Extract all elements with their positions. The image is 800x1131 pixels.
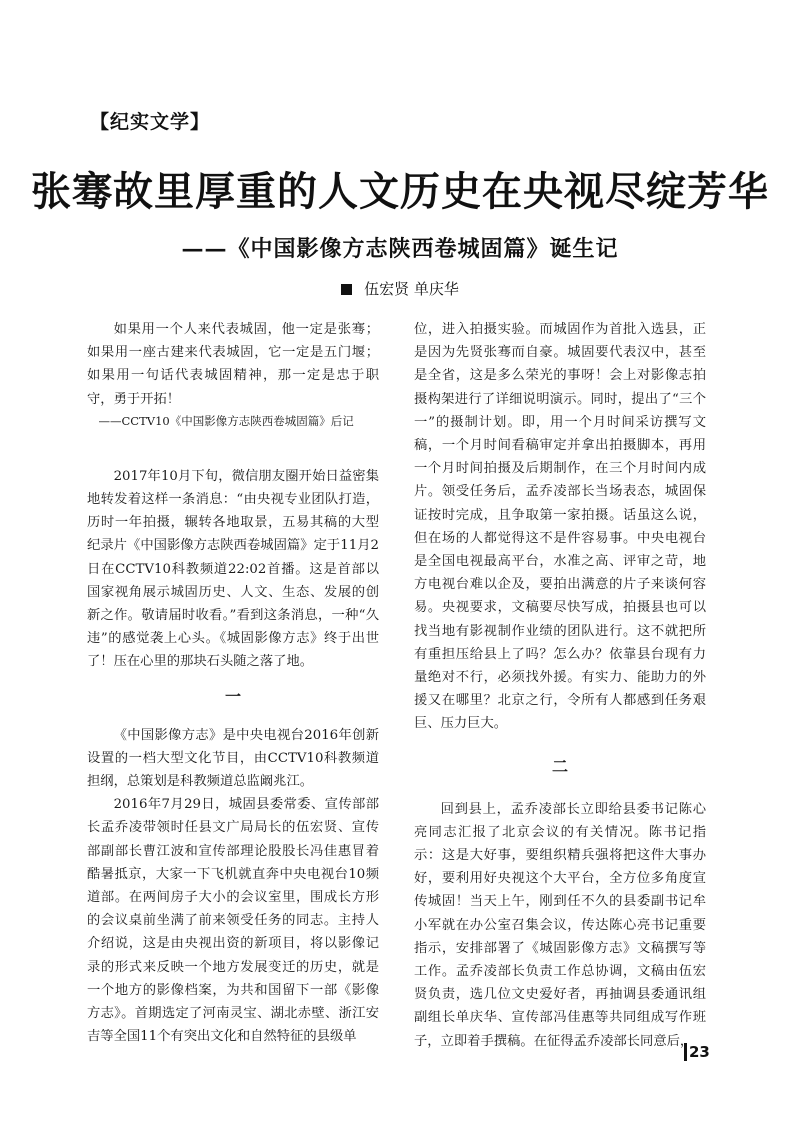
right-column [414, 318, 706, 1053]
page-number: 23 [684, 1043, 710, 1061]
right-paragraph-1: 位，进入拍摄实验。而城固作为首批入选县，正是因为先贤张骞而自豪。城固要代表汉中，甚至是全省，这是多么荣光的事呀！会上对影像志拍摄构架进行了详细说明演示。同时，提出了“三个一”的摄制计划。即，用一个月时间采访撰写文稿，一个月时间看稿审定并拿出拍摄脚本，再用一个月时间拍摄及后期制作，在三个月时间内成片。领受任务后，孟乔凌部长当场表态，城固保证按时完成，且争取第一家拍摄。话虽这么说，但在场的人都觉得这不是件容易事。中央电视台是全国电视最高平台，水准之高、评审之苛，地方电视台难以企及，要拍出满意的片子来谈何容易。央视要求，文稿要尽快写成，拍摄县也可以找当地有影视制作业绩的团队进行。这不就把所有重担压给县上了吗？怎么办？依靠县台现有力量绝对不行，必须找外援。有实力、能助力的外援又在哪里？北京之行，令所有人都感到任务艰巨、压力巨大。 [414, 322, 706, 732]
left-column [87, 318, 379, 1048]
section-number-2: 二 [551, 756, 568, 776]
epigraph [87, 318, 379, 431]
section-tag: 【纪实文学】 [90, 111, 211, 133]
epigraph-source: ——CCTV10《中国影像方志陕西卷城固篇》后记 [98, 413, 354, 428]
article-subtitle: ——《中国影像方志陕西卷城固篇》诞生记 [181, 236, 619, 262]
article-title: 张骞故里厚重的人文历史在央视尽绽芳华 [31, 168, 769, 215]
section-number-1: 一 [224, 686, 241, 706]
byline-square-icon [341, 284, 352, 295]
left-paragraph-2: 《中国影像方志》是中央电视台2016年创新设置的一档大型文化节目，由CCTV10科教频道担纲，总策划是科教频道总监阚兆江。 [87, 727, 379, 790]
right-paragraph-2: 回到县上，孟乔凌部长立即给县委书记陈心亮同志汇报了北京会议的有关情况。陈书记指示：这是大好事，要组织精兵强将把这件大事办好，要利用好央视这个大平台，全方位多角度宣传城固！当天上午，刚到任不久的县委副书记牟小军就在办公室召集会议，传达陈心亮书记重要指示，安排部署了《城固影像方志》文稿撰写等工作。孟乔凌部长负责工作总协调，文稿由伍宏贤负责，选几位文史爱好者，再抽调县委通讯组副组长单庆华、宣传部冯佳惠等共同组成写作班子，立即着手撰稿。在征得孟乔凌部长同意后， [414, 801, 706, 1049]
epigraph-text: 如果用一个人来代表城固，他一定是张骞；如果用一座古建来代表城固，它一定是五门堰；如果用一句话代表城固精神，那一定是忠于职守，勇于开拓！ [87, 322, 379, 407]
byline [0, 278, 800, 299]
left-paragraph-1: 2017年10月下旬，微信朋友圈开始日益密集地转发着这样一条消息：“由央视专业团队打造，历时一年拍摄，辗转各地取景，五易其稿的大型纪录片《中国影像方志陕西卷城固篇》定于11月2日在CCTV10科教频道22:02首播。这是首部以国家视角展示城固历史、人文、生态、发展的创新之作。敬请届时收看。”看到这条消息，一种“久违”的感觉袭上心头。《城固影像方志》终于出世了！压在心里的那块石头随之落了地。 [87, 468, 379, 670]
left-paragraph-3: 2016年7月29日，城固县委常委、宣传部部长孟乔凌带领时任县文广局局长的伍宏贤、宣传部副部长曹江波和宣传部理论股股长冯佳惠冒着酷暑抵京，大家一下飞机就直奔中央电视台10频道部。在两间房子大小的会议室里，围成长方形的会议桌前坐满了前来领受任务的同志。主持人介绍说，这是由央视出资的新项目，将以影像记录的形式来反映一个地方发展变迁的历史，就是一个地方的影像档案，为共和国留下一部《影像方志》。首期选定了河南灵宝、湖北赤壁、浙江安吉等全国11个有突出文化和自然特征的县级单 [87, 797, 379, 1045]
byline-authors: 伍宏贤 单庆华 [364, 280, 459, 298]
